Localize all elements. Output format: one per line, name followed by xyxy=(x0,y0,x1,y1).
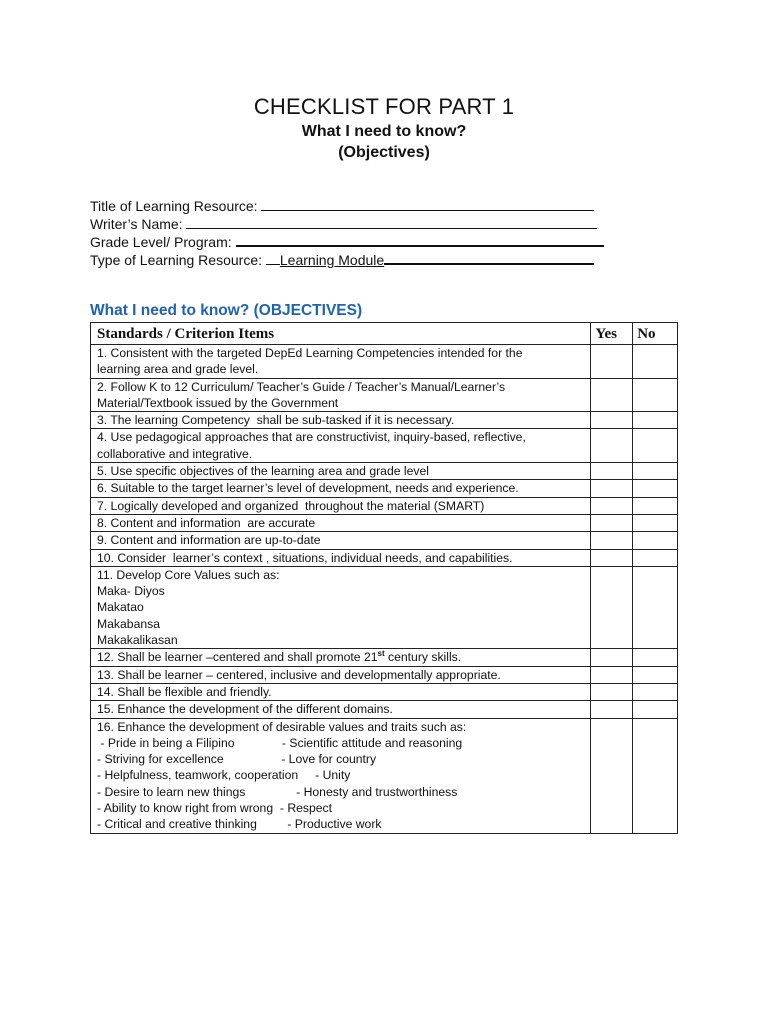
criterion-text-line: Material/Textbook issued by the Government xyxy=(97,395,339,410)
yes-checkbox-cell[interactable] xyxy=(591,345,633,379)
criterion-text-line: 11. Develop Core Values such as: xyxy=(97,567,280,582)
criterion-item xyxy=(91,718,591,833)
criteria-table xyxy=(90,322,678,834)
type-field-label: Type of Learning Resource: xyxy=(90,252,266,268)
criterion-item xyxy=(91,549,591,566)
criterion-text-line: 16. Enhance the development of desirable values and traits such as: xyxy=(97,719,467,734)
criterion-item xyxy=(91,497,591,514)
grade-field-row xyxy=(90,233,650,251)
yes-checkbox-cell[interactable] xyxy=(591,429,633,463)
no-checkbox-cell[interactable] xyxy=(633,701,678,718)
table-row xyxy=(91,429,678,463)
criterion-text-line: learning area and grade level. xyxy=(97,362,259,377)
no-checkbox-cell[interactable] xyxy=(633,566,678,648)
yes-checkbox-cell[interactable] xyxy=(591,566,633,648)
criteria-rows xyxy=(91,345,678,834)
no-checkbox-cell[interactable] xyxy=(633,549,678,566)
writer-field-row xyxy=(90,215,650,233)
criterion-item xyxy=(91,378,591,412)
criterion-item xyxy=(91,412,591,429)
no-checkbox-cell[interactable] xyxy=(633,345,678,379)
no-checkbox-cell[interactable] xyxy=(633,649,678,666)
no-column-header: No xyxy=(633,323,678,345)
criterion-text-line: 15. Enhance the development of the different domains. xyxy=(97,702,393,717)
criterion-text-line: 8. Content and information are accurate xyxy=(97,515,316,530)
criterion-text-line: - Striving for excellence - Love for country xyxy=(97,752,377,767)
criterion-item xyxy=(91,429,591,463)
table-row xyxy=(91,378,678,412)
table-row xyxy=(91,566,678,648)
criterion-item xyxy=(91,514,591,531)
yes-checkbox-cell[interactable] xyxy=(591,480,633,497)
table-header-row xyxy=(91,323,678,345)
criterion-text-line: Makabansa xyxy=(97,616,161,631)
criterion-text-line: - Helpfulness, teamwork, cooperation - Unity xyxy=(97,768,351,783)
table-row xyxy=(91,345,678,379)
type-field-value[interactable]: Learning Module xyxy=(279,252,385,268)
criterion-text-line: 1. Consistent with the targeted DepEd Learning Competencies intended for the xyxy=(97,346,523,360)
criterion-text-line: Maka- Diyos xyxy=(97,584,165,599)
table-row xyxy=(91,412,678,429)
criterion-text-line: - Pride in being a Filipino - Scientific attitude and reasoning xyxy=(97,735,463,750)
yes-checkbox-cell[interactable] xyxy=(591,683,633,700)
no-checkbox-cell[interactable] xyxy=(633,514,678,531)
criterion-item xyxy=(91,701,591,718)
table-row xyxy=(91,683,678,700)
no-checkbox-cell[interactable] xyxy=(633,429,678,463)
table-row xyxy=(91,532,678,549)
yes-checkbox-cell[interactable] xyxy=(591,497,633,514)
criterion-text-line: collaborative and integrative. xyxy=(97,446,253,461)
section-heading: What I need to know? (OBJECTIVES) xyxy=(90,302,363,319)
type-field-row xyxy=(90,251,650,269)
no-checkbox-cell[interactable] xyxy=(633,718,678,833)
writer-field-label: Writer’s Name: xyxy=(90,216,187,232)
table-row xyxy=(91,514,678,531)
yes-checkbox-cell[interactable] xyxy=(591,666,633,683)
yes-checkbox-cell[interactable] xyxy=(591,463,633,480)
page-subtitle-objectives: (Objectives) xyxy=(338,144,430,161)
criterion-text-line: 9. Content and information are up-to-date xyxy=(97,533,321,548)
ordinal-superscript: st xyxy=(377,649,385,659)
criterion-text-line: 6. Suitable to the target learner’s level of development, needs and experience. xyxy=(97,481,519,496)
criterion-text-end: century skills. xyxy=(384,650,462,665)
page-title: CHECKLIST FOR PART 1 xyxy=(253,94,515,119)
criterion-text-line: 2. Follow K to 12 Curriculum/ Teacher’s Guide / Teacher’s Manual/Learner’s xyxy=(97,379,506,394)
criterion-text-line: 5. Use specific objectives of the learning area and grade level xyxy=(97,464,429,479)
table-row xyxy=(91,497,678,514)
resource-info-fields xyxy=(90,197,650,269)
no-checkbox-cell[interactable] xyxy=(633,683,678,700)
table-row xyxy=(91,480,678,497)
yes-checkbox-cell[interactable] xyxy=(591,649,633,666)
yes-column-header: Yes xyxy=(591,323,633,345)
criterion-text-line: - Critical and creative thinking - Productive work xyxy=(97,817,382,832)
no-checkbox-cell[interactable] xyxy=(633,480,678,497)
yes-checkbox-cell[interactable] xyxy=(591,701,633,718)
criterion-item xyxy=(91,345,591,379)
criterion-text-line: - Desire to learn new things - Honesty and trustworthiness xyxy=(97,784,458,799)
type-field-blank-pre xyxy=(266,252,280,265)
criterion-text-line: 3. The learning Competency shall be sub-tasked if it is necessary. xyxy=(97,413,455,428)
criterion-item xyxy=(91,532,591,549)
criterion-text-line: - Ability to know right from wrong - Respect xyxy=(97,801,333,816)
criterion-text: 12. Shall be learner –centered and shall promote 21 xyxy=(97,650,378,665)
criterion-item xyxy=(91,683,591,700)
criterion-item xyxy=(91,566,591,648)
grade-field-blank[interactable] xyxy=(236,233,604,247)
table-row xyxy=(91,463,678,480)
table-row xyxy=(91,718,678,833)
yes-checkbox-cell[interactable] xyxy=(591,532,633,549)
table-row xyxy=(91,701,678,718)
title-field-row xyxy=(90,197,650,215)
criteria-column-header: Standards / Criterion Items xyxy=(91,323,591,345)
title-field-blank[interactable] xyxy=(261,198,594,211)
no-checkbox-cell[interactable] xyxy=(633,666,678,683)
page-subtitle: What I need to know? xyxy=(301,123,467,140)
criterion-text-line: 4. Use pedagogical approaches that are constructivist, inquiry-based, reflective, xyxy=(97,430,526,445)
criterion-item xyxy=(91,463,591,480)
grade-field-label: Grade Level/ Program: xyxy=(90,234,236,250)
yes-checkbox-cell[interactable] xyxy=(591,378,633,412)
yes-checkbox-cell[interactable] xyxy=(591,514,633,531)
table-row xyxy=(91,549,678,566)
criterion-item xyxy=(91,480,591,497)
table-row xyxy=(91,666,678,683)
no-checkbox-cell[interactable] xyxy=(633,497,678,514)
criterion-text-line: Makatao xyxy=(97,600,144,615)
no-checkbox-cell[interactable] xyxy=(633,532,678,549)
no-checkbox-cell[interactable] xyxy=(633,378,678,412)
criterion-text-line: 7. Logically developed and organized throughout the material (SMART) xyxy=(97,498,485,513)
criterion-text-line: 14. Shall be flexible and friendly. xyxy=(97,684,272,699)
yes-checkbox-cell[interactable] xyxy=(591,412,633,429)
type-field-blank-post xyxy=(384,251,594,265)
yes-checkbox-cell[interactable] xyxy=(591,718,633,833)
criterion-item xyxy=(91,666,591,683)
writer-field-blank[interactable] xyxy=(186,216,597,229)
yes-checkbox-cell[interactable] xyxy=(591,549,633,566)
no-checkbox-cell[interactable] xyxy=(633,412,678,429)
title-field-label: Title of Learning Resource: xyxy=(90,198,262,214)
criterion-text-line: 10. Consider learner’s context , situations, individual needs, and capabilities. xyxy=(97,550,513,565)
criterion-text-line xyxy=(97,649,590,665)
criterion-text-line: 13. Shall be learner – centered, inclusive and developmentally appropriate. xyxy=(97,667,501,682)
criterion-item xyxy=(91,649,591,666)
table-row xyxy=(91,649,678,666)
no-checkbox-cell[interactable] xyxy=(633,463,678,480)
criterion-text-line: Makakalikasan xyxy=(97,633,178,648)
